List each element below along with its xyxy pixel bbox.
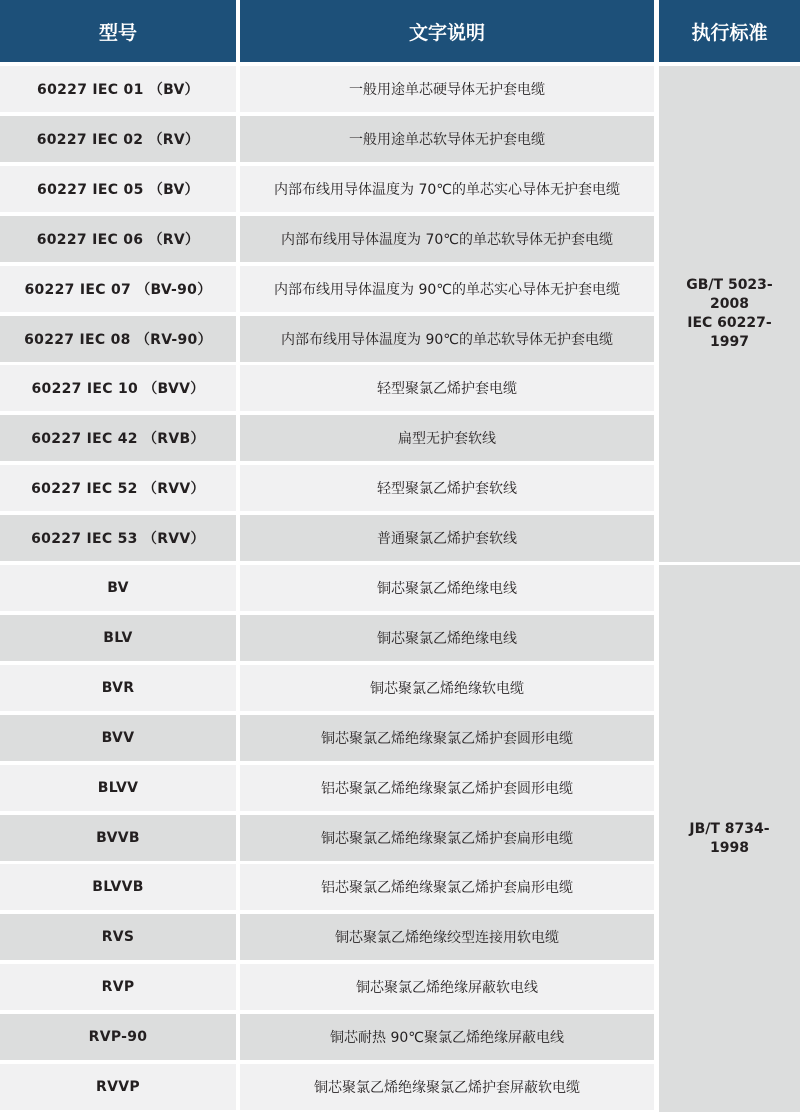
row-model: RVP [0, 964, 236, 1010]
row-model: BVV [0, 715, 236, 761]
row-description: 内部布线用导体温度为 70℃的单芯实心导体无护套电缆 [240, 166, 654, 212]
row-model: BV [0, 565, 236, 611]
row-description: 铜芯聚氯乙烯绝缘电线 [240, 565, 654, 611]
row-model: 60227 IEC 01 （BV） [0, 66, 236, 112]
row-model: 60227 IEC 53 （RVV） [0, 515, 236, 561]
row-model: 60227 IEC 02 （RV） [0, 116, 236, 162]
row-model: RVVP [0, 1064, 236, 1110]
row-model: BLVV [0, 765, 236, 811]
standard-cell-jb [659, 565, 800, 1112]
row-description: 铜芯聚氯乙烯绝缘绞型连接用软电缆 [240, 914, 654, 960]
row-model: BLV [0, 615, 236, 661]
row-model: 60227 IEC 06 （RV） [0, 216, 236, 262]
row-description: 铝芯聚氯乙烯绝缘聚氯乙烯护套圆形电缆 [240, 765, 654, 811]
row-model: BVR [0, 665, 236, 711]
row-model: RVP-90 [0, 1014, 236, 1060]
standard-line: IEC 60227- [687, 315, 772, 331]
row-description: 铜芯聚氯乙烯绝缘电线 [240, 615, 654, 661]
standard-line: GB/T 5023- [686, 277, 773, 293]
row-description: 铜芯聚氯乙烯绝缘软电缆 [240, 665, 654, 711]
row-model: RVS [0, 914, 236, 960]
row-description: 扁型无护套软线 [240, 415, 654, 461]
header-standard: 执行标准 [659, 0, 800, 62]
row-model: 60227 IEC 52 （RVV） [0, 465, 236, 511]
row-description: 内部布线用导体温度为 90℃的单芯软导体无护套电缆 [240, 316, 654, 362]
header-description: 文字说明 [240, 0, 654, 62]
row-description: 轻型聚氯乙烯护套电缆 [240, 365, 654, 411]
row-model: 60227 IEC 42 （RVB） [0, 415, 236, 461]
row-model: 60227 IEC 10 （BVV） [0, 365, 236, 411]
standard-line: JB/T 8734- [689, 820, 770, 837]
row-description: 一般用途单芯硬导体无护套电缆 [240, 66, 654, 112]
row-description: 铜芯聚氯乙烯绝缘屏蔽软电线 [240, 964, 654, 1010]
row-description: 铜芯聚氯乙烯绝缘聚氯乙烯护套圆形电缆 [240, 715, 654, 761]
row-description: 铜芯耐热 90℃聚氯乙烯绝缘屏蔽电线 [240, 1014, 654, 1060]
row-description: 轻型聚氯乙烯护套软线 [240, 465, 654, 511]
row-description: 内部布线用导体温度为 90℃的单芯实心导体无护套电缆 [240, 266, 654, 312]
standard-line: 1997 [710, 334, 749, 350]
standard-cell-gb [659, 66, 800, 562]
row-model: BLVVB [0, 864, 236, 910]
standard-line: 1998 [710, 839, 749, 856]
row-description: 普通聚氯乙烯护套软线 [240, 515, 654, 561]
header-model: 型号 [0, 0, 236, 62]
row-model: 60227 IEC 07 （BV-90） [0, 266, 236, 312]
row-model: 60227 IEC 05 （BV） [0, 166, 236, 212]
row-description: 铜芯聚氯乙烯绝缘聚氯乙烯护套屏蔽软电缆 [240, 1064, 654, 1110]
row-description: 铜芯聚氯乙烯绝缘聚氯乙烯护套扁形电缆 [240, 815, 654, 861]
row-model: BVVB [0, 815, 236, 861]
row-description: 内部布线用导体温度为 70℃的单芯软导体无护套电缆 [240, 216, 654, 262]
row-description: 铝芯聚氯乙烯绝缘聚氯乙烯护套扁形电缆 [240, 864, 654, 910]
row-description: 一般用途单芯软导体无护套电缆 [240, 116, 654, 162]
row-model: 60227 IEC 08 （RV-90） [0, 316, 236, 362]
standard-line: 2008 [710, 296, 749, 312]
